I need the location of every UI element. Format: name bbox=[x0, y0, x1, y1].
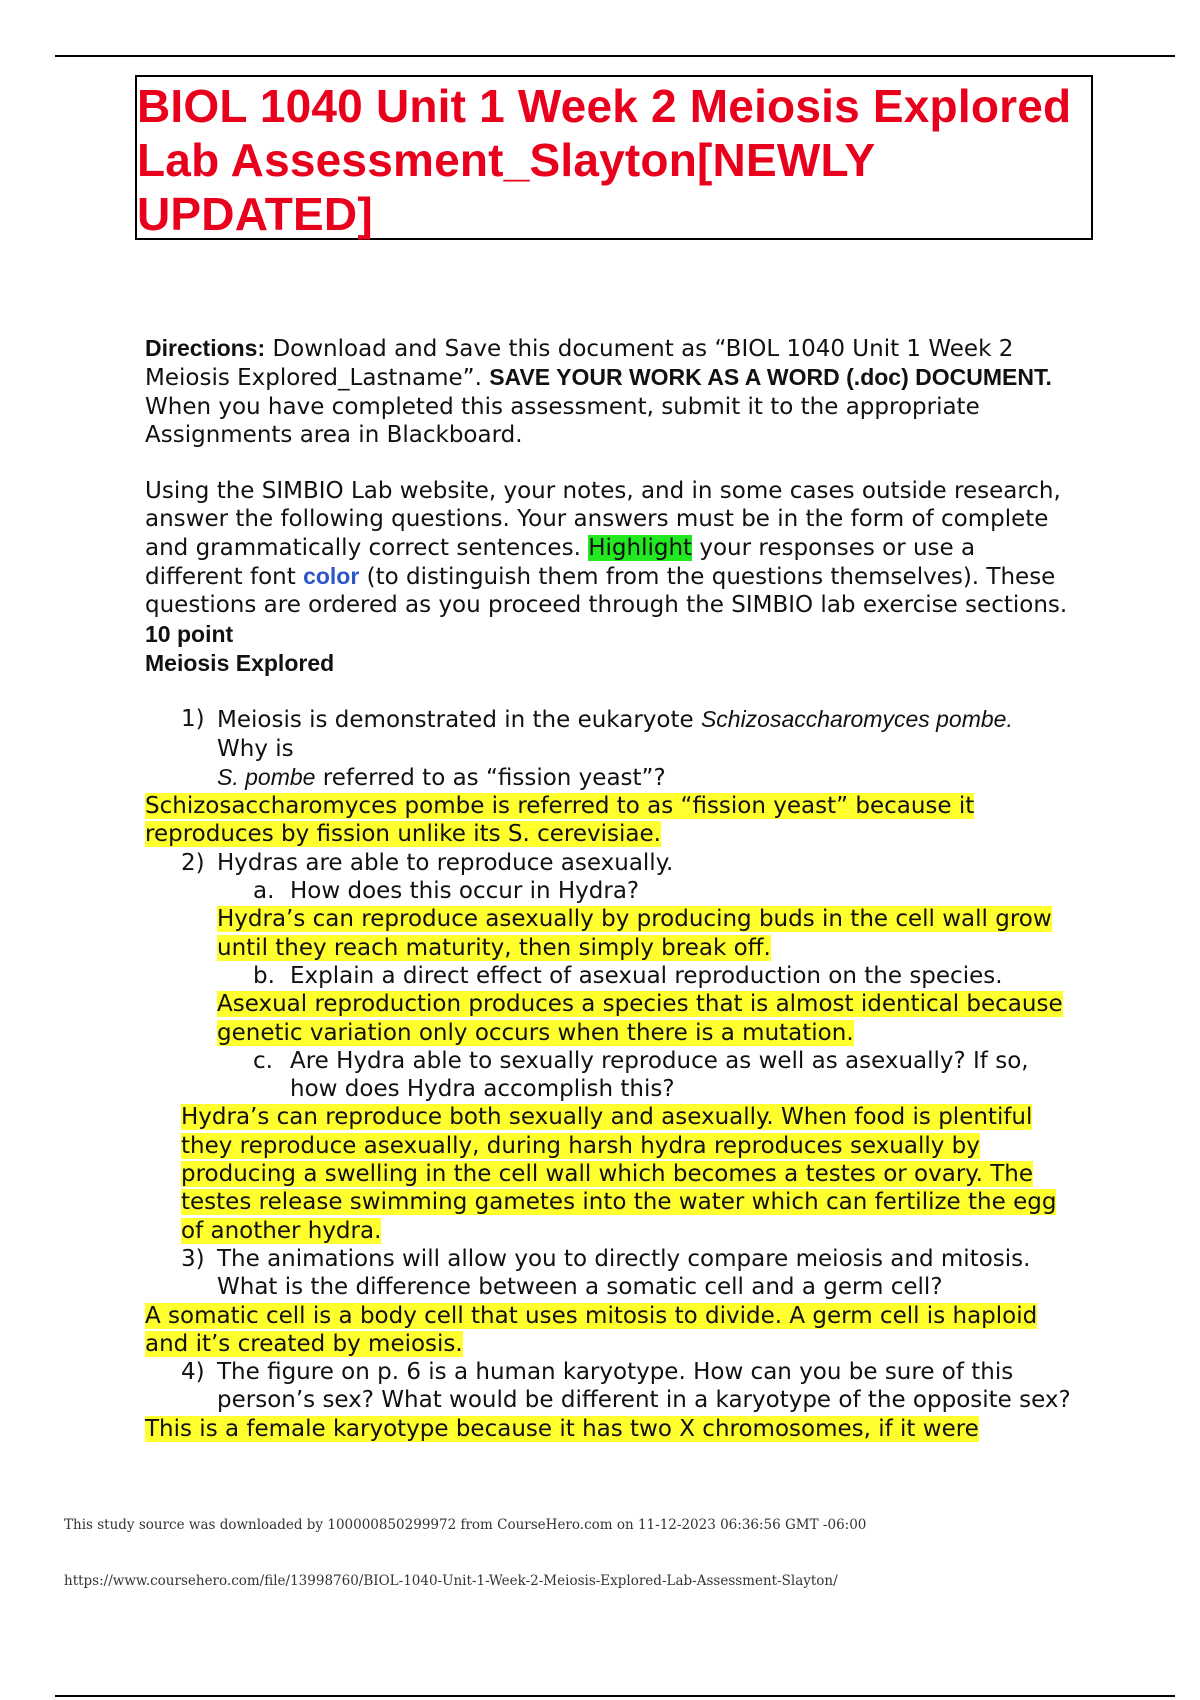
bottom-divider bbox=[55, 1695, 1175, 1697]
question-2c bbox=[145, 1047, 1080, 1104]
question-text: The animations will allow you to directly compare meiosis and mitosis. What is the difference between a somatic cell and a germ cell? bbox=[217, 1245, 1031, 1301]
sub-question-letter: a. bbox=[253, 878, 275, 905]
answer-3 bbox=[145, 1302, 1080, 1359]
question-number: 2) bbox=[181, 849, 205, 876]
directions-text-1: Download and Save this document as “BIOL 1040 Unit 1 Week 2 Meiosis Explored_Lastname”. bbox=[145, 336, 1014, 392]
sub-question-letter: b. bbox=[253, 962, 275, 989]
answer-text: Schizosaccharomyces pombe is referred to as “fission yeast” because it reproduces by fission unlike its S. cerevisiae. bbox=[145, 793, 975, 848]
sub-question-text: How does this occur in Hydra? bbox=[290, 878, 640, 905]
section-heading: Meiosis Explored bbox=[145, 649, 335, 676]
points-label: 10 point bbox=[145, 620, 234, 647]
question-number: 1) bbox=[181, 706, 205, 733]
answer-text: Asexual reproduction produces a species that is almost identical because genetic variation only occurs when there is a mutation. bbox=[217, 991, 1063, 1046]
document-title: BIOL 1040 Unit 1 Week 2 Meiosis Explored Lab Assessment_Slayton[NEWLY UPDATED] bbox=[137, 80, 1072, 240]
answer-text: A somatic cell is a body cell that uses mitosis to divide. A germ cell is haploid and it’s created by meiosis. bbox=[145, 1302, 1038, 1357]
question-text: Hydras are able to reproduce asexually. bbox=[217, 849, 674, 876]
paragraph-gap bbox=[145, 449, 1080, 477]
sub-question-letter: c. bbox=[253, 1047, 273, 1074]
title-box bbox=[135, 75, 1093, 240]
instructions-text-3: (to distinguish them from the questions themselves). These questions are ordered as you proceed through the SIMBIO lab exercise sections. bbox=[145, 564, 1068, 619]
answer-text: This is a female karyotype because it has two X chromosomes, if it were bbox=[145, 1415, 979, 1442]
question-3 bbox=[145, 1245, 1080, 1302]
question-text-part: Why is bbox=[217, 735, 294, 762]
question-1 bbox=[145, 705, 1080, 792]
directions-save-instruction: SAVE YOUR WORK AS A WORD (.doc) DOCUMENT. bbox=[489, 364, 1052, 391]
question-number: 4) bbox=[181, 1359, 205, 1386]
sub-question-text: Are Hydra able to sexually reproduce as well as asexually? If so, how does Hydra accomplish this? bbox=[290, 1047, 1029, 1103]
species-name: Schizosaccharomyces pombe. bbox=[700, 706, 1013, 733]
question-2a bbox=[145, 877, 1080, 905]
instructions-paragraph bbox=[145, 477, 1080, 649]
answer-2c bbox=[145, 1103, 1080, 1244]
question-text: The figure on p. 6 is a human karyotype. How can you be sure of this person’s sex? What would be different in a karyotype of the opposite sex? bbox=[217, 1359, 1071, 1414]
color-word: color bbox=[303, 563, 360, 590]
answer-text: Hydra’s can reproduce asexually by producing buds in the cell wall grow until they reach maturity, then simply break off. bbox=[217, 906, 1052, 961]
question-text-part: referred to as “fission yeast”? bbox=[315, 764, 666, 791]
document-body bbox=[145, 334, 1080, 1443]
download-source-note: This study source was downloaded by 100000850299972 from CourseHero.com on 11-12-2023 06:36:56 GMT -06:00 bbox=[64, 1517, 867, 1533]
top-divider bbox=[55, 55, 1175, 57]
question-2 bbox=[145, 849, 1080, 877]
question-text-part: Meiosis is demonstrated in the eukaryote bbox=[217, 707, 701, 734]
answer-4 bbox=[145, 1415, 1080, 1443]
answer-text: Hydra’s can reproduce both sexually and asexually. When food is plentiful they reproduce asexually, during harsh hydra reproduces sexually by producing a swelling in the cell wall which becomes a testes or ovary. The testes release swimming gametes into the water which can fertilize the egg of another hydra. bbox=[181, 1104, 1057, 1244]
answer-2b bbox=[145, 990, 1080, 1047]
sub-question-text: Explain a direct effect of asexual reproduction on the species. bbox=[290, 962, 1003, 989]
directions-label: Directions: bbox=[145, 335, 266, 361]
source-url-link[interactable]: https://www.coursehero.com/file/13998760/BIOL-1040-Unit-1-Week-2-Meiosis-Explored-Lab-Assessment-Slayton/ bbox=[64, 1573, 838, 1589]
instructions-text-2: your responses or use a different font bbox=[145, 534, 976, 591]
species-short-name: S. pombe bbox=[217, 763, 316, 790]
directions-text-2: When you have completed this assessment, submit it to the appropriate Assignments area in Blackboard. bbox=[145, 393, 980, 448]
paragraph-gap bbox=[145, 677, 1080, 705]
question-4 bbox=[145, 1358, 1080, 1415]
directions-paragraph bbox=[145, 334, 1080, 449]
instructions-text-1: Using the SIMBIO Lab website, your notes, and in some cases outside research, answer the following questions. Your answers must be in the form of complete and grammatically correct sentences. bbox=[145, 478, 1061, 561]
question-2b bbox=[145, 962, 1080, 990]
question-text bbox=[217, 705, 1080, 792]
highlight-word: Highlight bbox=[588, 534, 693, 561]
answer-1 bbox=[145, 792, 1080, 849]
question-number: 3) bbox=[181, 1245, 205, 1272]
answer-2a bbox=[145, 905, 1080, 962]
